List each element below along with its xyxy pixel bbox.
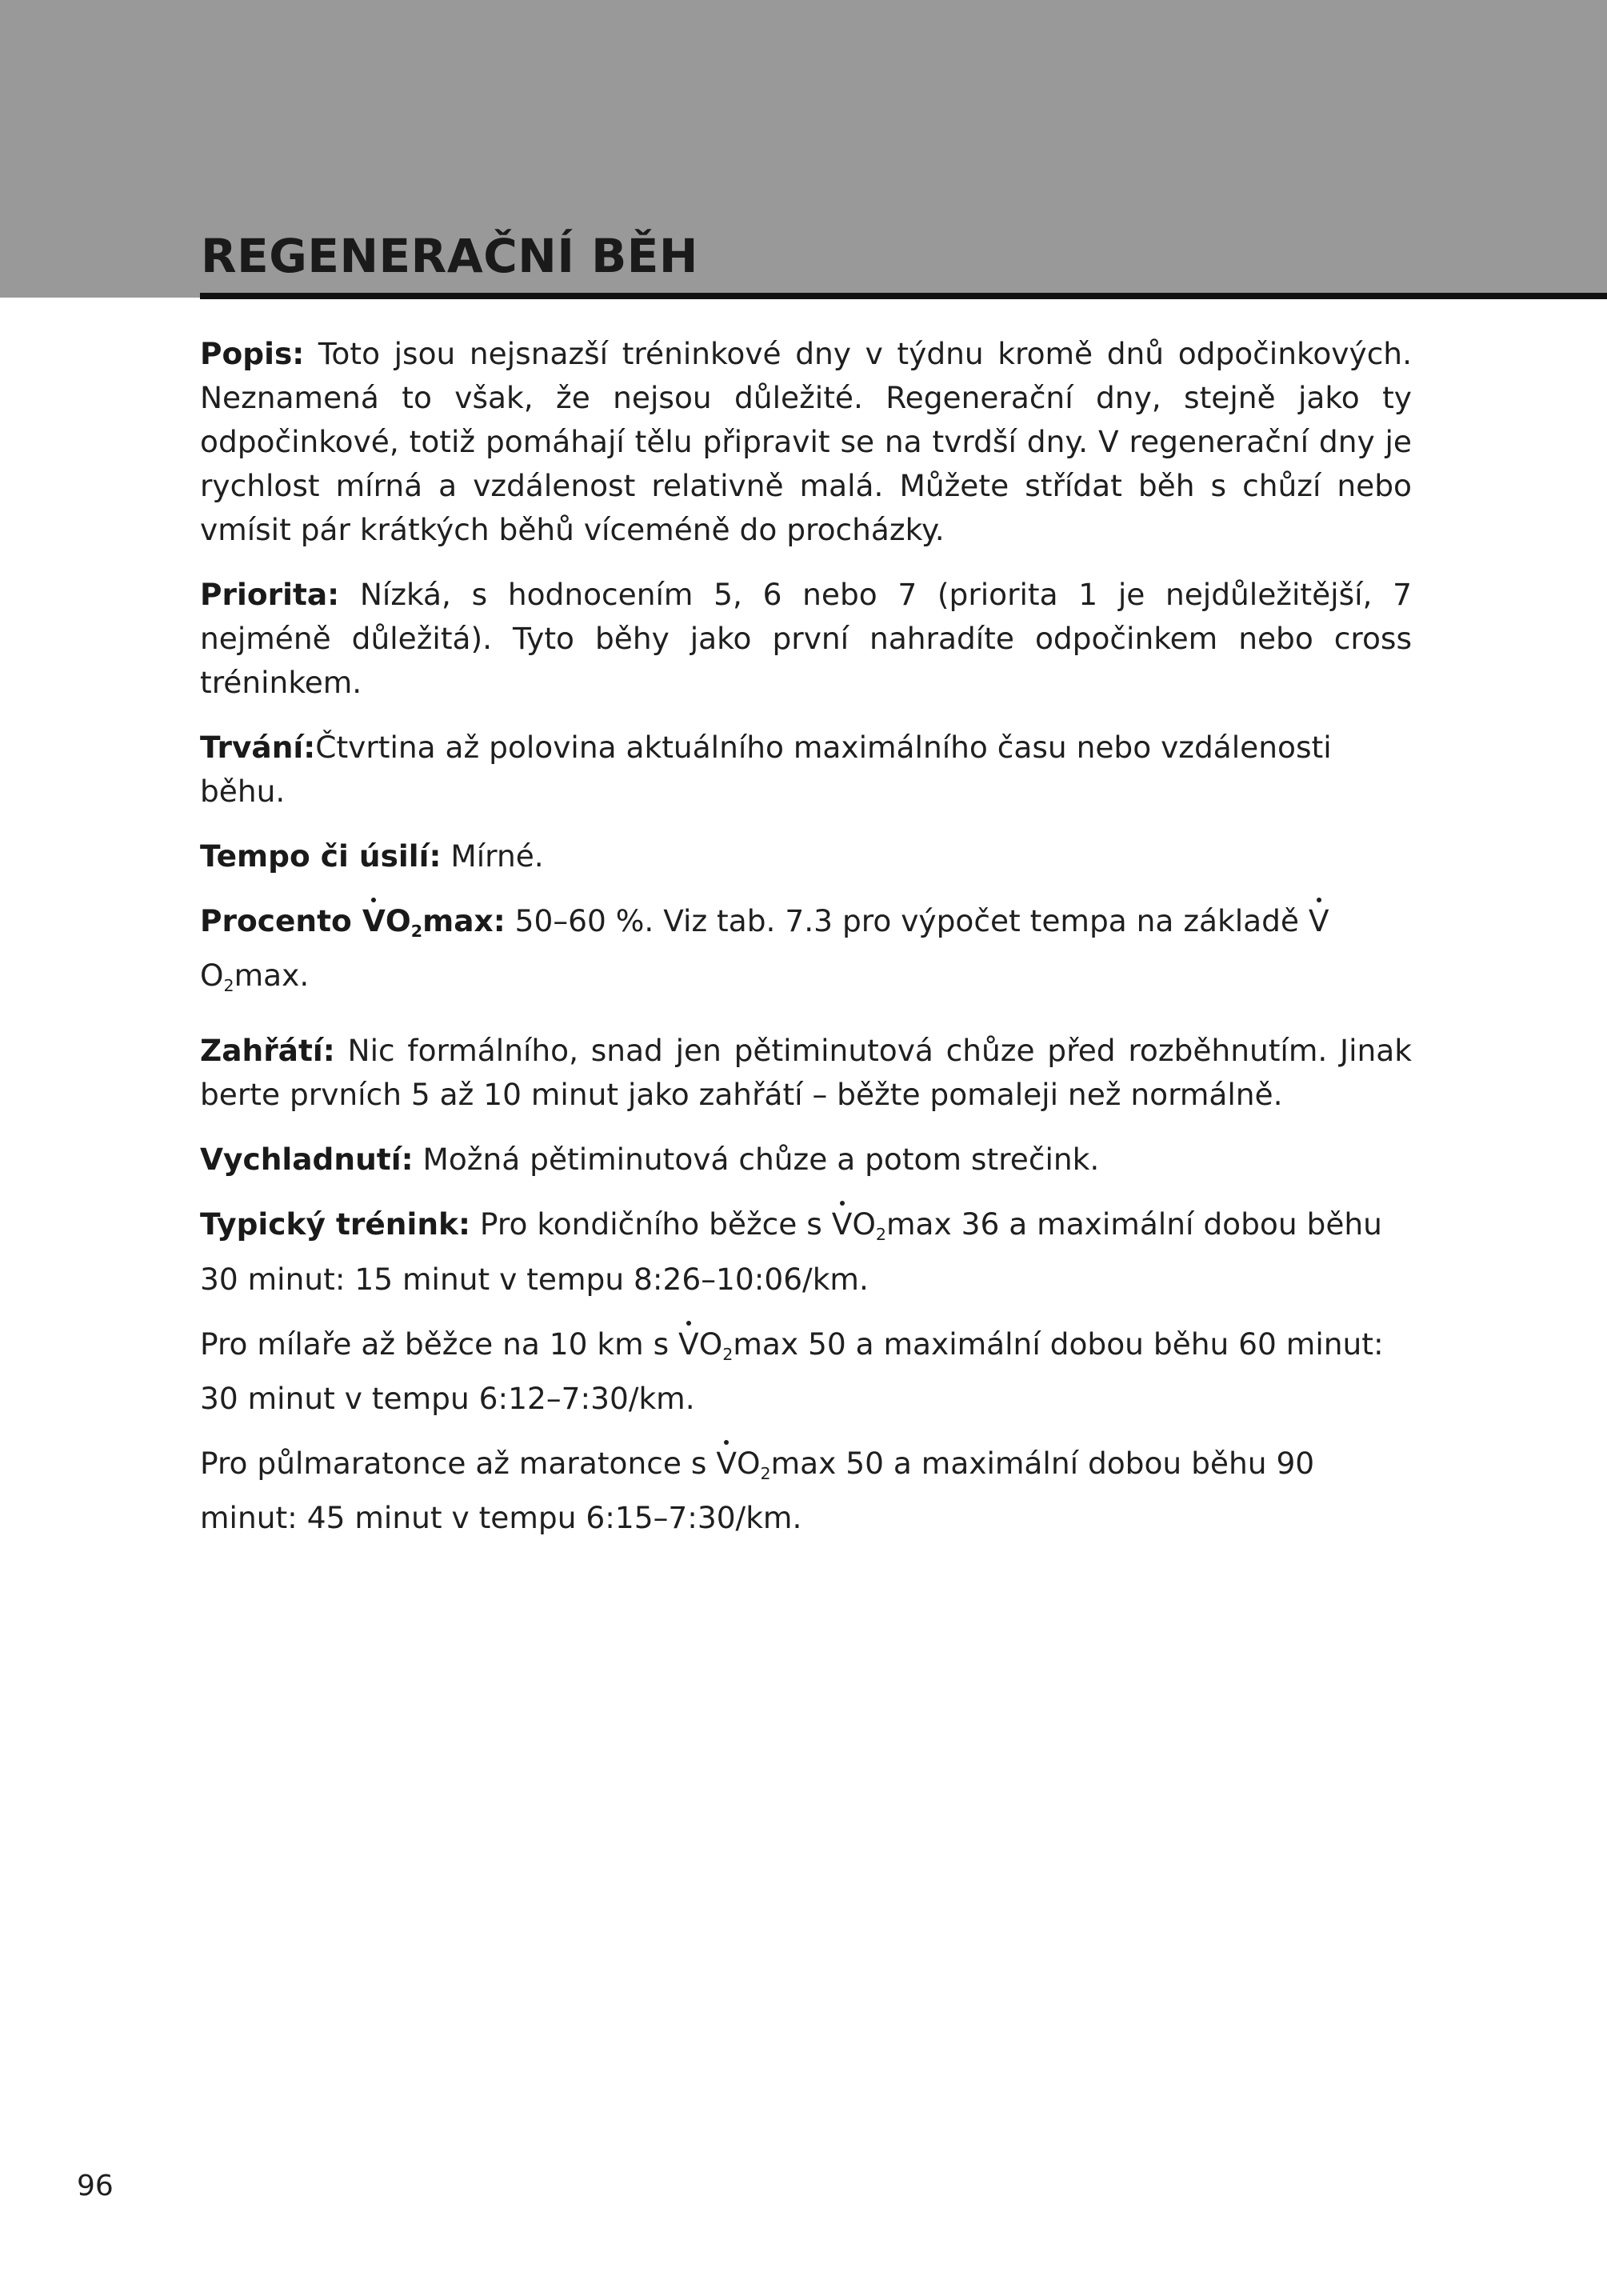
label-priorita: Priorita: [200, 577, 340, 612]
paragraph-procento [200, 899, 1412, 1008]
v-dot-symbol: V [678, 1322, 699, 1366]
text-tempo: Mírné. [450, 838, 544, 874]
header-rule [200, 293, 1607, 299]
content [200, 332, 1412, 1561]
paragraph-priorita [200, 573, 1412, 705]
paragraph-tempo [200, 834, 1412, 878]
subscript-2: 2 [760, 1464, 771, 1484]
text-procento-end: max. [234, 958, 310, 994]
label-typicky: Typický trénink: [200, 1206, 470, 1242]
page-number: 96 [77, 2170, 114, 2202]
v-dot-symbol: V [1309, 899, 1329, 943]
subscript-2: 2 [875, 1225, 887, 1245]
text-popis: Toto jsou nejsnazší tréninkové dny v týdnu kromě dnů odpočinkových. Neznamená to však, že nejsou důležité. Regenerační dny, stejně jako ty odpočinkové, totiž pomáhají tělu připravit se na tvrdší dny. V regenerační dny je rychlost mírná a vzdálenost relativně malá. Můžete střídat běh s chůzí nebo vmísit pár krátkých běhů víceméně do procházky. [200, 336, 1412, 547]
text-milar: Pro mílaře až běžce na 10 km s [200, 1326, 670, 1362]
paragraph-typicky [200, 1202, 1412, 1301]
paragraph-pulmaraton [200, 1442, 1412, 1540]
o-symbol: O [698, 1326, 723, 1362]
text-trvani: Čtvrtina až polovina aktuálního maximálního času nebo vzdálenosti běhu. [200, 730, 1332, 809]
text-typicky: Pro kondičního běžce s [479, 1206, 822, 1242]
v-dot-symbol: V [832, 1202, 853, 1246]
text-pulmaraton-end: max 50 a maximální dobou běhu 90 minut: 45 minut v tempu 6:15–7:30/km. [200, 1445, 1315, 1536]
paragraph-vychladnuti [200, 1138, 1412, 1182]
label-popis: Popis: [200, 336, 305, 371]
text-pulmaraton: Pro půlmaratonce až maratonce s [200, 1445, 707, 1481]
text-zahrati: Nic formálního, snad jen pětiminutová chůze před rozběhnutím. Jinak berte prvních 5 až 10 minut jako zahřátí – běžte pomaleji než normálně. [200, 1033, 1412, 1113]
text-typicky-end: max 36 a maximální dobou běhu 30 minut: 15 minut v tempu 8:26–10:06/km. [200, 1206, 1382, 1297]
subscript-2: 2 [722, 1344, 734, 1364]
label-tempo: Tempo či úsilí: [200, 838, 442, 874]
paragraph-trvani [200, 726, 1412, 814]
subscript-2: 2 [223, 976, 234, 996]
subscript-2: 2 [410, 922, 423, 942]
label-procento-suffix: max: [422, 903, 506, 938]
paragraph-popis [200, 332, 1412, 552]
o-symbol: O [736, 1445, 761, 1481]
label-zahrati: Zahřátí: [200, 1033, 335, 1069]
o-symbol: O [200, 958, 224, 994]
paragraph-milar [200, 1322, 1412, 1421]
o-symbol: O [852, 1206, 876, 1242]
text-procento: 50–60 %. Viz tab. 7.3 pro výpočet tempa na základě [514, 903, 1299, 938]
label-procento [200, 903, 506, 942]
text-vychladnuti: Možná pětiminutová chůze a potom strečink. [422, 1142, 1100, 1178]
paragraph-zahrati [200, 1029, 1412, 1117]
label-vychladnuti: Vychladnutí: [200, 1142, 414, 1178]
text-priorita: Nízká, s hodnocením 5, 6 nebo 7 (priorita 1 je nejdůležitější, 7 nejméně důležitá). Tyto běhy jako první nahradíte odpočinkem nebo cross tréninkem. [200, 577, 1412, 700]
v-dot-symbol: V [362, 899, 386, 943]
o-symbol: O [385, 903, 411, 938]
page-title: REGENERAČNÍ BĚH [201, 229, 698, 283]
label-trvani: Trvání: [200, 730, 316, 765]
text-milar-end: max 50 a maximální dobou běhu 60 minut: 30 minut v tempu 6:12–7:30/km. [200, 1326, 1384, 1416]
label-procento-prefix: Procento [200, 903, 352, 938]
v-dot-symbol: V [716, 1442, 737, 1486]
